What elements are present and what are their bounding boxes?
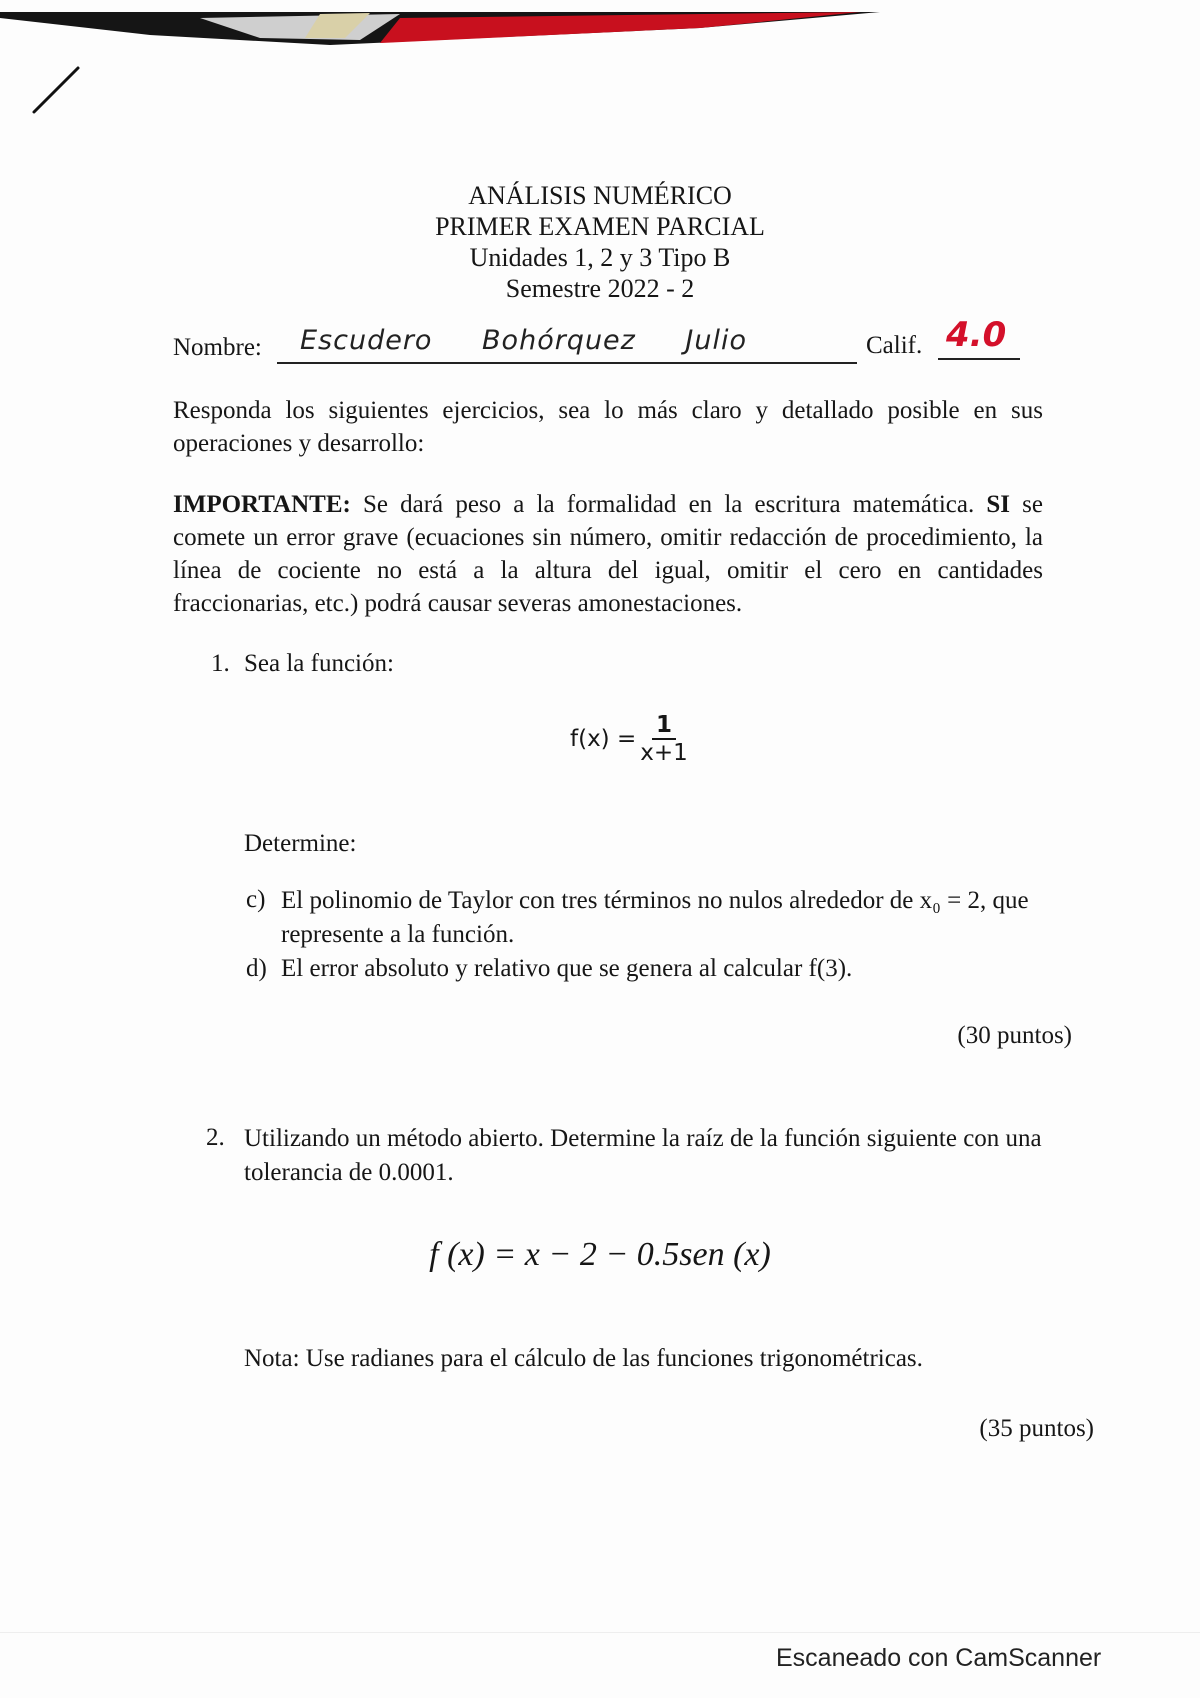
item-c-text: El polinomio de Taylor con tres términos no nulos alrededor de x₀ = 2, que represente a la función. — [281, 887, 1029, 948]
exam-title: PRIMER EXAMEN PARCIAL — [435, 212, 765, 241]
question-1-points: (30 puntos) — [957, 1022, 1072, 1049]
important-notice — [173, 488, 1043, 620]
question-2-formula: f (x) = x − 2 − 0.5sen (x) — [429, 1236, 771, 1273]
formula-fraction — [640, 712, 688, 766]
grade-underline — [938, 358, 1020, 360]
name-label: Nombre: — [173, 334, 262, 361]
item-d-text: El error absoluto y relativo que se genera al calcular f(3). — [281, 955, 853, 982]
important-text: Se dará peso a la formalidad en la escritura matemática. — [350, 491, 987, 518]
grade-field[interactable]: 4.0 — [946, 315, 1007, 355]
instructions-intro: Responda los siguientes ejercicios, sea lo más claro y detallado posible en sus operaciones y desarrollo: — [173, 397, 1043, 457]
formula-numerator: 1 — [652, 712, 676, 740]
important-si: SI — [986, 491, 1011, 518]
exam-units: Unidades 1, 2 y 3 Tipo B — [469, 243, 731, 272]
formula-lhs: f(x) = — [570, 726, 637, 752]
item-c-label: c) — [246, 886, 266, 913]
exam-semester: Semestre 2022 - 2 — [505, 274, 695, 303]
name-field[interactable]: Escudero Bohórquez Julio — [300, 325, 748, 356]
pen-mark — [28, 62, 88, 118]
important-rest: se comete un error grave (ecuaciones sin número, omitir redacción de procedimiento, la línea de cociente no está a la altura del igual, omitir el cero en cantidades fraccionarias, etc.) podrá causar severas amonestaciones. — [173, 491, 1043, 617]
item-d-label: d) — [246, 955, 267, 982]
scan-edge-artifact — [0, 0, 1200, 60]
determine-label: Determine: — [244, 830, 357, 857]
formula-denominator: x+1 — [640, 740, 688, 766]
question-2-number: 2. — [206, 1124, 225, 1151]
question-1-formula — [570, 712, 688, 766]
page-bottom-edge — [0, 1632, 1200, 1633]
important-label: IMPORTANTE: — [173, 491, 351, 518]
question-2-text: Utilizando un método abierto. Determine la raíz de la función siguiente con una tolerancia de 0.0001. — [244, 1125, 1042, 1186]
question-2-points: (35 puntos) — [979, 1415, 1094, 1442]
camscanner-watermark: Escaneado con CamScanner — [776, 1644, 1102, 1672]
question-1-number: 1. — [211, 650, 230, 677]
grade-label: Calif. — [866, 332, 923, 359]
course-title: ANÁLISIS NUMÉRICO — [468, 181, 732, 210]
name-underline — [277, 362, 857, 364]
question-1-text: Sea la función: — [244, 650, 394, 677]
question-2-note: Nota: Use radianes para el cálculo de las funciones trigonométricas. — [244, 1345, 923, 1372]
